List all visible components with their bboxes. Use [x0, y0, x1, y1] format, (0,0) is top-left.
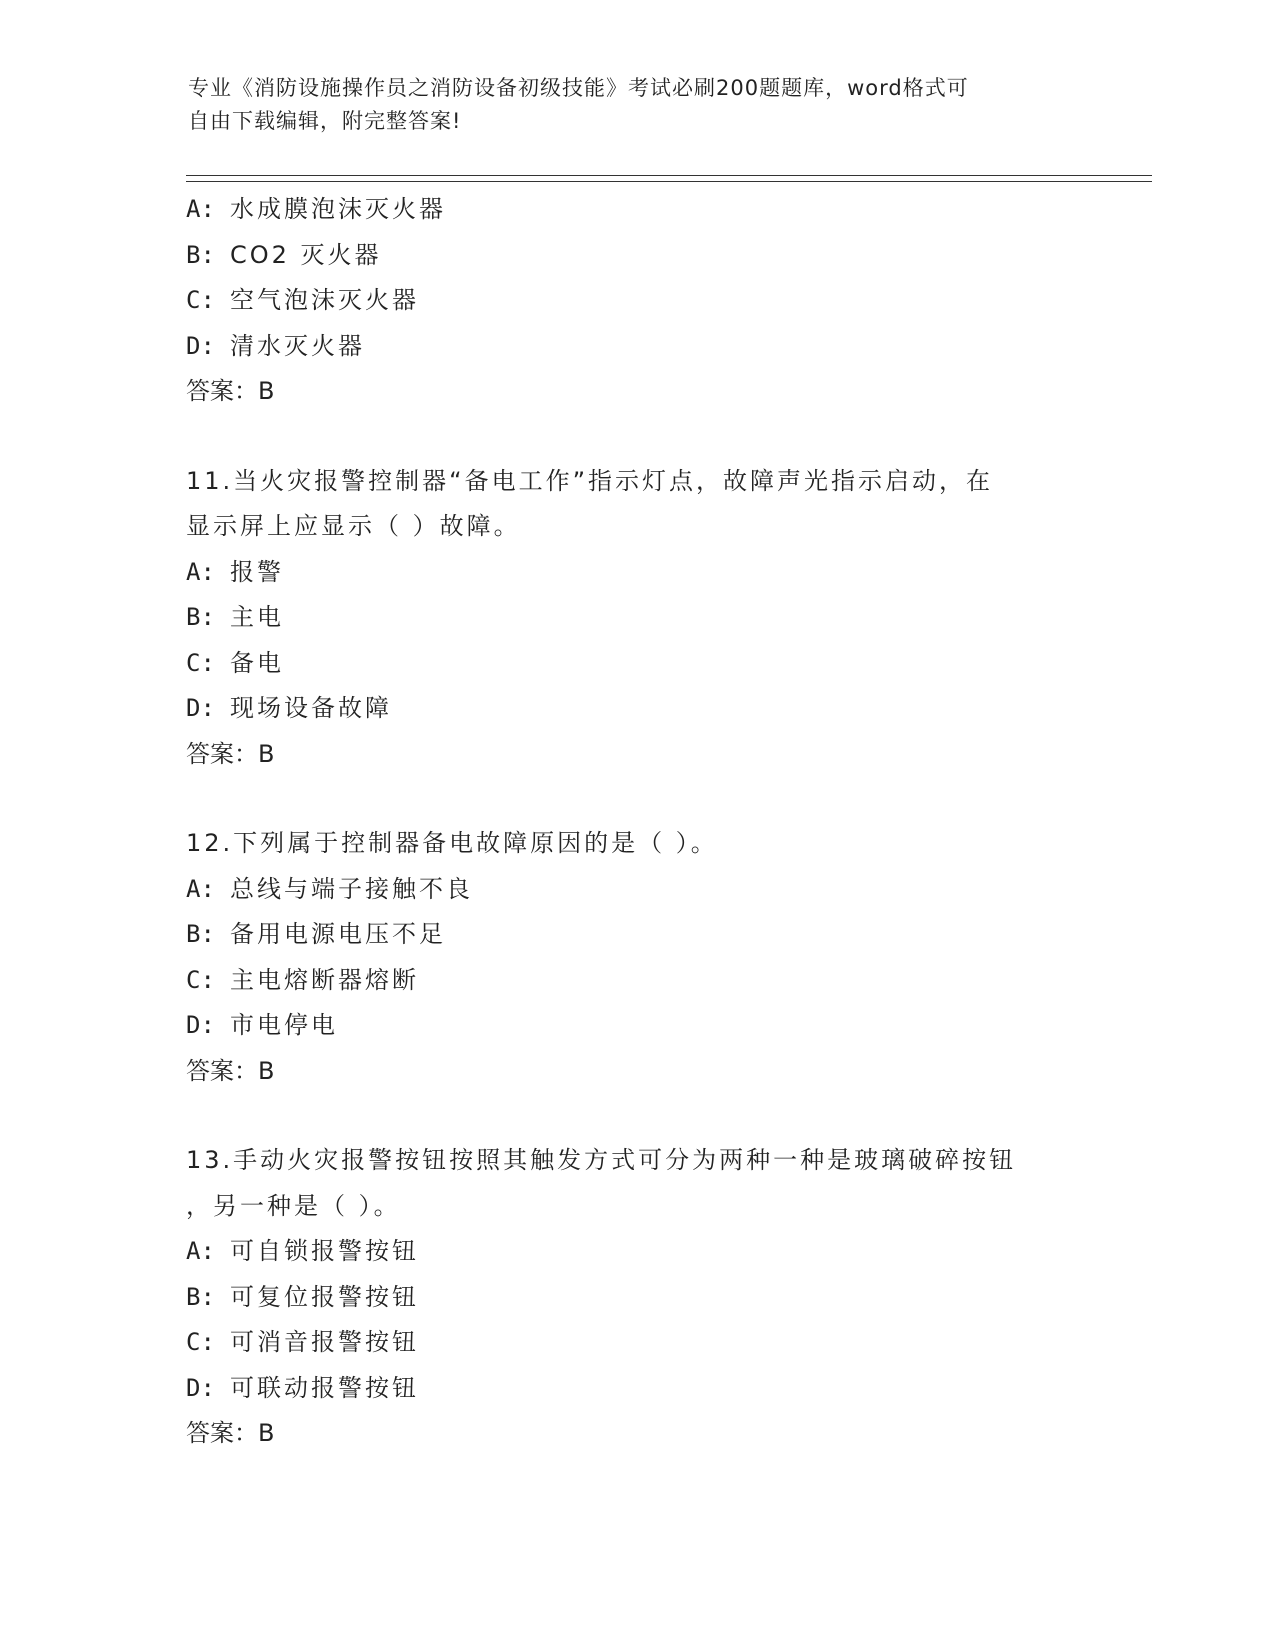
option-b: B: 备用电源电压不足 [186, 920, 446, 948]
question-text-line-2: ，另一种是（ ）。 [186, 1191, 401, 1220]
header-line-2: 自由下载编辑，附完整答案! [188, 109, 462, 133]
answer-line: 答案：B [186, 1056, 275, 1085]
question-block-12 [186, 821, 1086, 1094]
option-d: D: 清水灭火器 [186, 331, 365, 360]
header-rule-top [186, 175, 1152, 176]
answer-line: 答案：B [186, 1419, 275, 1447]
option-c: C: 空气泡沫灭火器 [186, 286, 419, 314]
question-text-line-1: 11.当火灾报警控制器“备电工作”指示灯点，故障声光指示启动，在 [186, 466, 994, 495]
question-text-line-1: 13.手动火灾报警按钮按照其触发方式可分为两种一种是玻璃破碎按钮 [186, 1146, 1017, 1174]
question-block-13 [186, 1138, 1086, 1457]
answer-line: 答案：B [186, 377, 275, 405]
option-d: D: 可联动报警按钮 [186, 1373, 419, 1402]
question-text-line-1: 12.下列属于控制器备电故障原因的是（ ）。 [186, 829, 718, 857]
option-c: C: 主电熔断器熔断 [186, 965, 419, 994]
answer-line: 答案：B [186, 739, 275, 768]
option-b: B: 可复位报警按钮 [186, 1282, 419, 1311]
option-d: D: 市电停电 [186, 1011, 338, 1039]
header-line-1: 专业《消防设施操作员之消防设备初级技能》考试必刷200题题库，word格式可 [188, 76, 969, 100]
document-header [188, 72, 1088, 138]
option-b: B: 主电 [186, 603, 284, 631]
question-block-11 [186, 459, 1086, 778]
header-rule-bottom [186, 181, 1152, 182]
option-a: A: 总线与端子接触不良 [186, 874, 473, 903]
question-list [186, 187, 1086, 1457]
option-b: B: CO2 灭火器 [186, 240, 382, 269]
question-block-10 [186, 187, 1086, 415]
option-c: C: 可消音报警按钮 [186, 1328, 419, 1356]
option-a: A: 可自锁报警按钮 [186, 1237, 419, 1265]
option-a: A: 水成膜泡沫灭火器 [186, 195, 446, 223]
option-d: D: 现场设备故障 [186, 694, 392, 722]
question-text-line-2: 显示屏上应显示（ ）故障。 [186, 512, 521, 540]
option-c: C: 备电 [186, 648, 284, 677]
option-a: A: 报警 [186, 557, 284, 586]
